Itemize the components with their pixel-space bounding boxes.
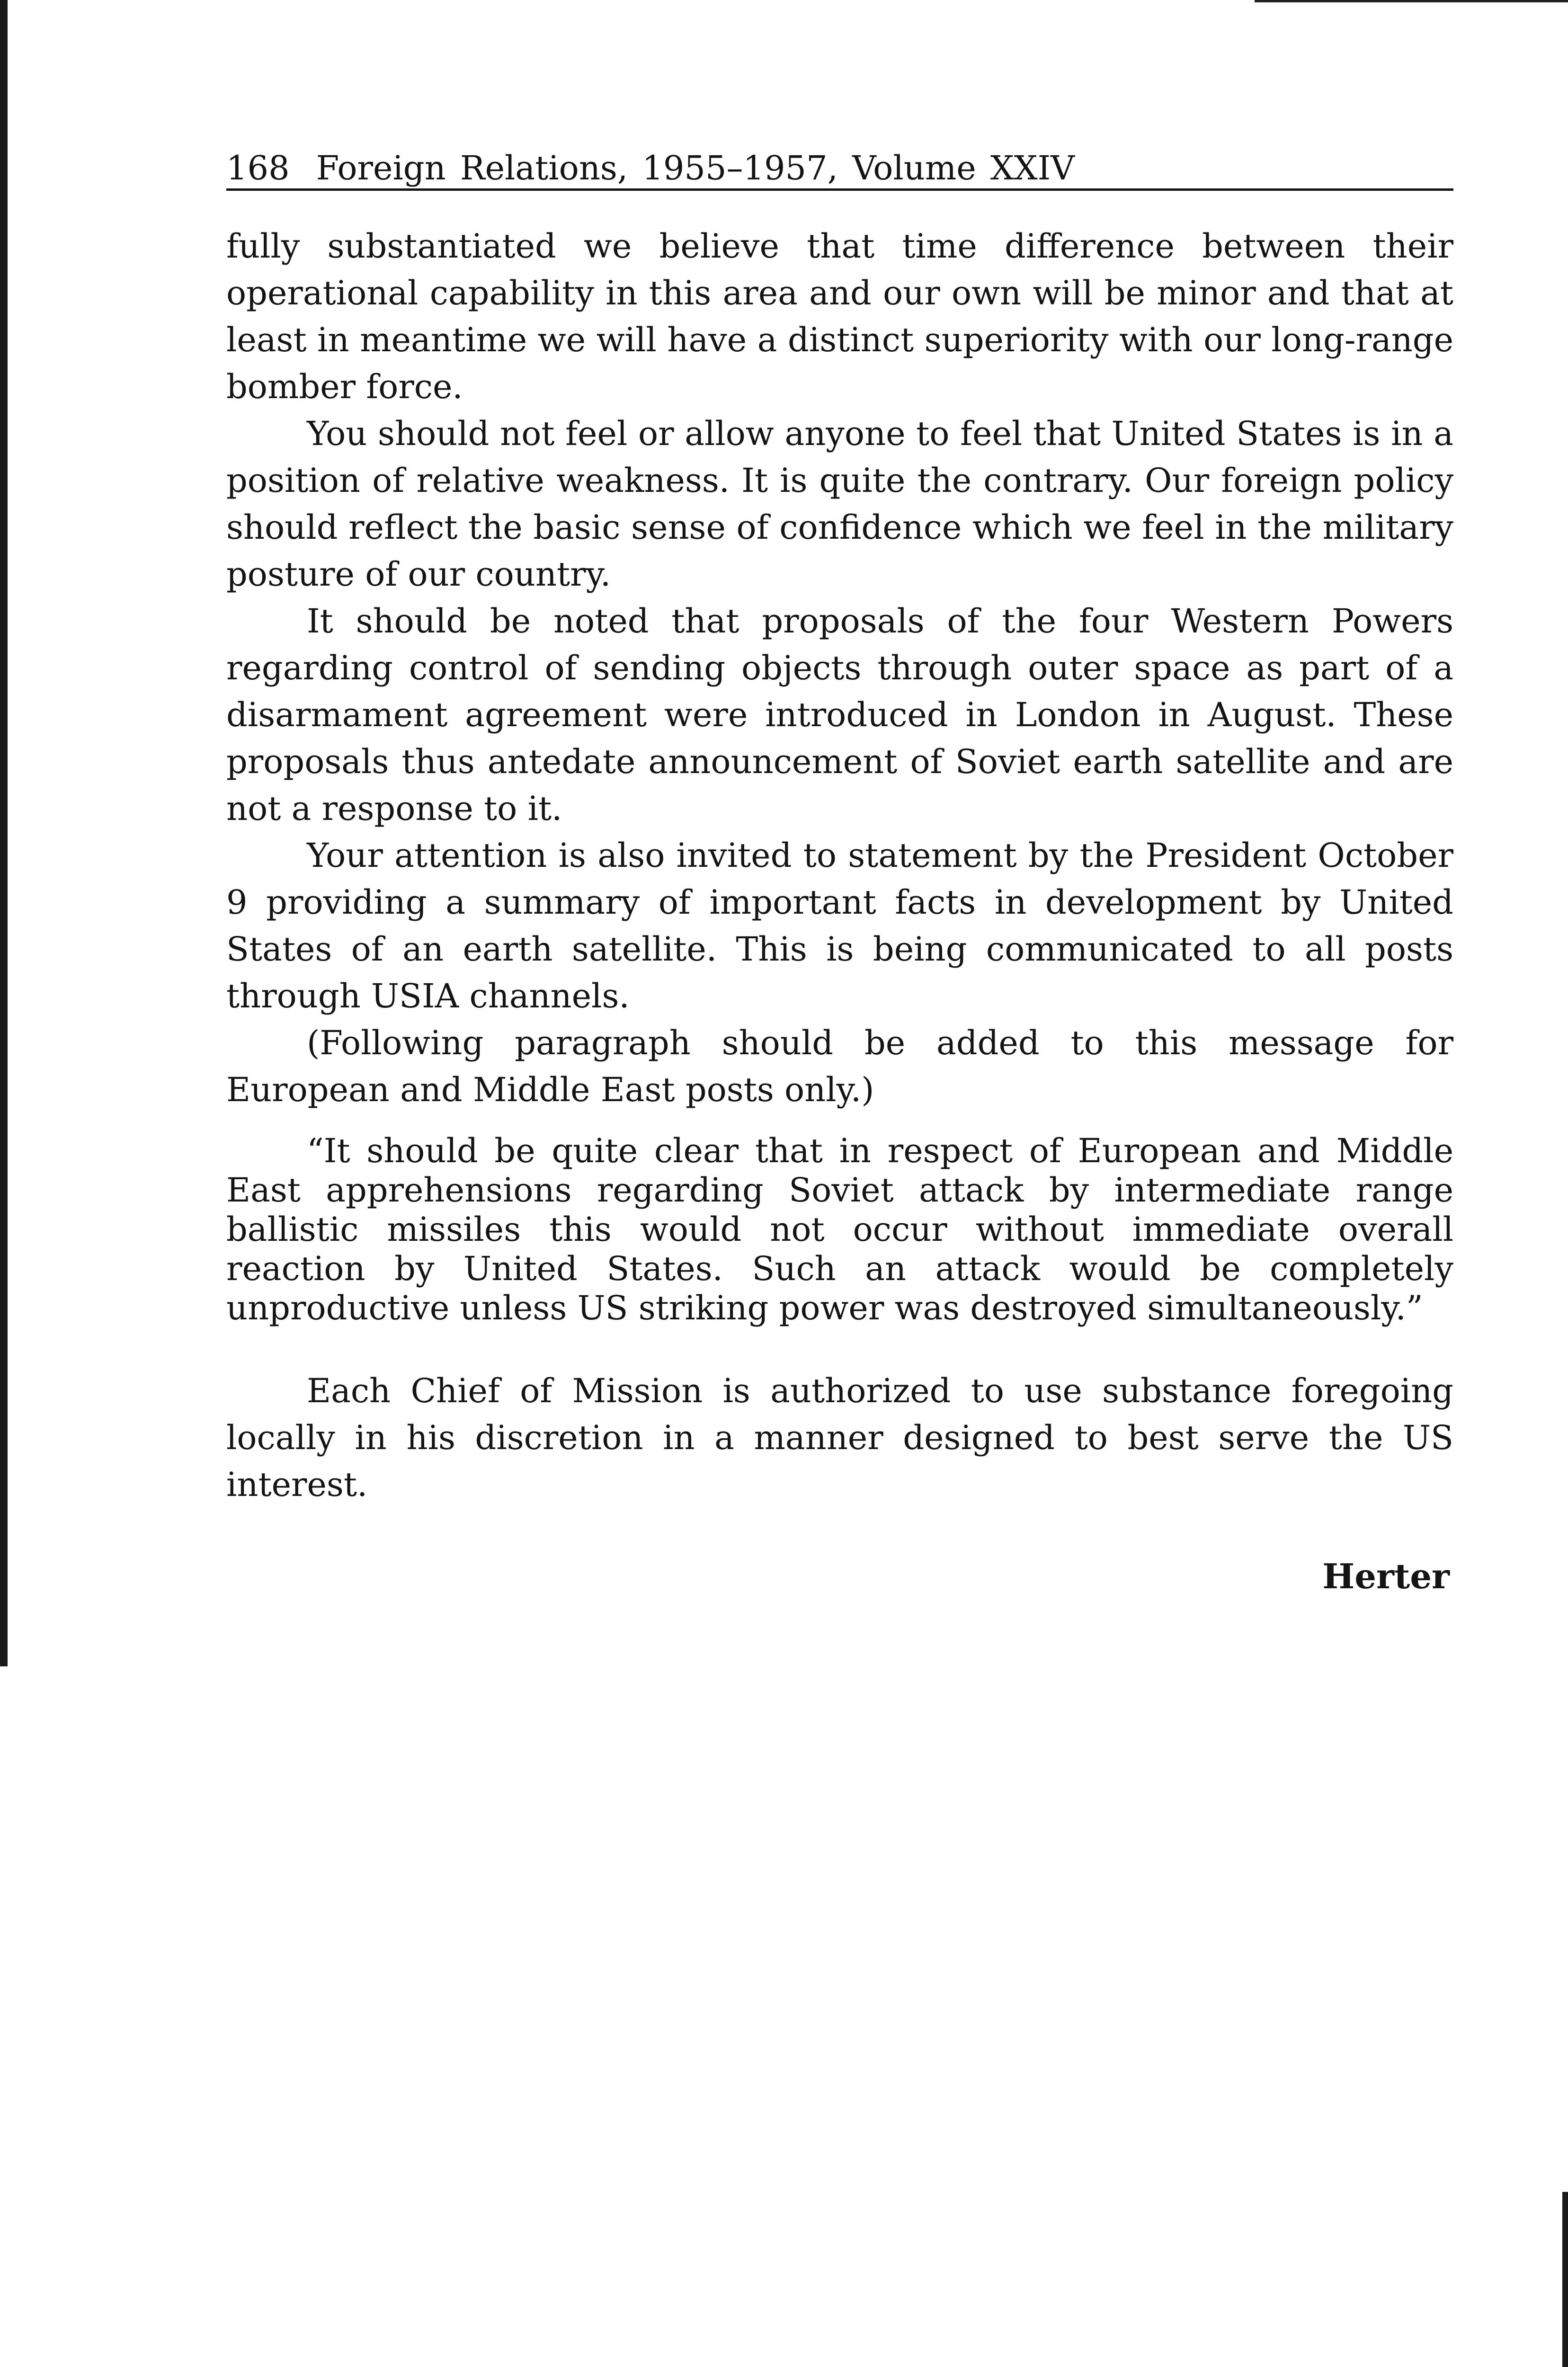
paragraph-instruction-note: (Following paragraph should be added to this message for European and Middle East posts only.) (226, 1023, 1453, 1109)
paragraph-continued: fully substantiated we believe that time difference between their operational capability in this area and our own will be minor and that at least in meantime we will have a distinct superiority with our long-range bomber force. (226, 227, 1453, 406)
scan-border-top (1255, 0, 1568, 2)
body-text (226, 223, 1453, 1508)
running-head (226, 151, 1453, 191)
signature: Herter (1322, 1556, 1450, 1596)
paragraph-western-powers-proposals: It should be noted that proposals of the four Western Powers regarding control of sending objects through outer space as part of a disarmament agreement were introduced in London in August. These proposals thus antedate announcement of Soviet earth satellite and are not a response to it. (226, 602, 1453, 828)
document-page (226, 149, 1453, 1596)
scan-border-left (0, 0, 8, 1666)
scan-border-right (1562, 2192, 1568, 2367)
running-head-title: Foreign Relations, 1955–1957, Volume XXIV (316, 149, 1075, 187)
paragraph-quoted-message: “It should be quite clear that in respect of European and Middle East apprehensions regarding Soviet attack by intermediate range ballistic missiles this would not occur without immediate overall reaction by United States. Such an attack would be completely unproductive unless US striking power was destroyed simultaneously.” (226, 1131, 1453, 1327)
paragraph-relative-weakness: You should not feel or allow anyone to feel that United States is in a position of relative weakness. It is quite the contrary. Our foreign policy should reflect the basic sense of confidence which we feel in the military posture of our country. (226, 414, 1453, 594)
page-number: 168 (226, 149, 290, 187)
paragraph-president-statement: Your attention is also invited to statement by the President October 9 providing a summary of important facts in development by United States of an earth satellite. This is being communicated to all posts through USIA channels. (226, 836, 1453, 1015)
paragraph-chief-of-mission: Each Chief of Mission is authorized to use substance foregoing locally in his discretion in a manner designed to best serve the US interest. (226, 1371, 1453, 1504)
